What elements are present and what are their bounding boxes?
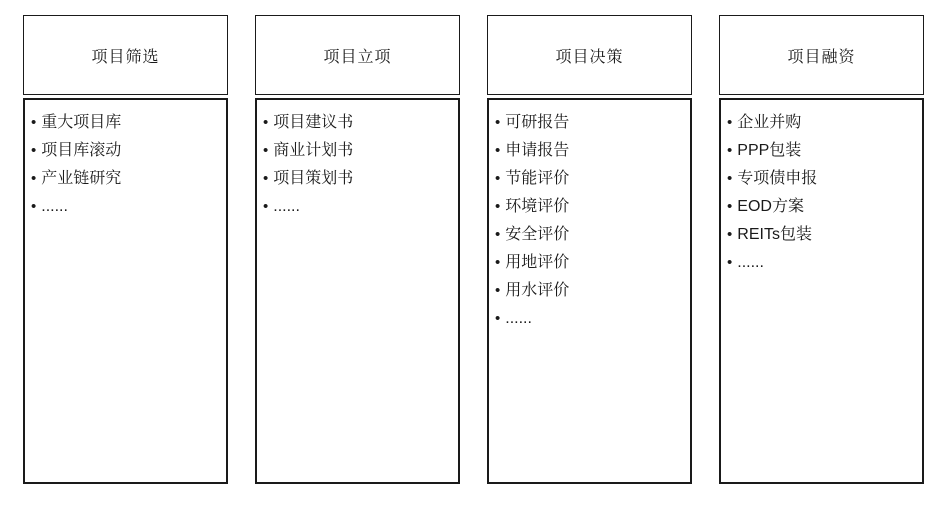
column-item-list <box>255 98 460 484</box>
list-item-label: 商业计划书 <box>273 142 354 159</box>
list-item <box>31 165 220 193</box>
list-item-label: ...... <box>41 198 68 215</box>
list-item <box>727 109 916 137</box>
bullet-icon: • <box>727 226 733 243</box>
bullet-icon: • <box>495 170 501 187</box>
list-item <box>263 165 452 193</box>
bullet-icon: • <box>727 170 733 187</box>
list-item <box>263 109 452 137</box>
list-item-label: 用水评价 <box>505 282 570 299</box>
column-item-list <box>487 98 692 484</box>
column-title: 项目筛选 <box>23 15 228 95</box>
list-item <box>263 193 452 221</box>
bullet-icon: • <box>263 198 269 215</box>
list-item <box>727 249 916 277</box>
list-item <box>495 277 684 305</box>
bullet-icon: • <box>495 198 501 215</box>
bullet-icon: • <box>31 170 37 187</box>
list-item-label: PPP包装 <box>737 142 802 159</box>
list-item-label: EOD方案 <box>737 198 804 215</box>
process-column-4 <box>719 15 924 484</box>
list-item-label: 安全评价 <box>505 226 570 243</box>
list-item-label: 可研报告 <box>505 114 570 131</box>
list-item <box>31 193 220 221</box>
bullet-icon: • <box>263 170 269 187</box>
bullet-icon: • <box>263 142 269 159</box>
list-item-label: 项目策划书 <box>273 170 354 187</box>
bullet-icon: • <box>495 142 501 159</box>
bullet-icon: • <box>495 226 501 243</box>
process-column-2 <box>255 15 460 484</box>
bullet-icon: • <box>495 254 501 271</box>
list-item <box>495 249 684 277</box>
column-title: 项目决策 <box>487 15 692 95</box>
list-item-label: 申请报告 <box>505 142 570 159</box>
list-item-label: 产业链研究 <box>41 170 122 187</box>
column-item-list <box>23 98 228 484</box>
bullet-icon: • <box>31 198 37 215</box>
process-column-3 <box>487 15 692 484</box>
bullet-icon: • <box>495 282 501 299</box>
list-item <box>727 137 916 165</box>
list-item-label: 用地评价 <box>505 254 570 271</box>
bullet-icon: • <box>727 142 733 159</box>
list-item <box>263 137 452 165</box>
bullet-icon: • <box>727 254 733 271</box>
list-item <box>31 137 220 165</box>
list-item <box>495 193 684 221</box>
list-item-label: ...... <box>737 254 764 271</box>
process-column-1 <box>23 15 228 484</box>
list-item <box>495 165 684 193</box>
bullet-icon: • <box>727 114 733 131</box>
bullet-icon: • <box>263 114 269 131</box>
list-item <box>495 221 684 249</box>
list-item-label: 项目建议书 <box>273 114 354 131</box>
list-item-label: 节能评价 <box>505 170 570 187</box>
list-item-label: REITs包装 <box>737 226 812 243</box>
list-item <box>495 109 684 137</box>
bullet-icon: • <box>31 142 37 159</box>
list-item-label: ...... <box>505 310 532 327</box>
bullet-icon: • <box>31 114 37 131</box>
bullet-icon: • <box>727 198 733 215</box>
list-item-label: 项目库滚动 <box>41 142 122 159</box>
list-item <box>495 137 684 165</box>
list-item <box>727 193 916 221</box>
bullet-icon: • <box>495 114 501 131</box>
column-item-list <box>719 98 924 484</box>
list-item-label: 专项债申报 <box>737 170 818 187</box>
list-item-label: 环境评价 <box>505 198 570 215</box>
list-item-label: ...... <box>273 198 300 215</box>
column-title: 项目立项 <box>255 15 460 95</box>
list-item <box>31 109 220 137</box>
list-item <box>727 221 916 249</box>
bullet-icon: • <box>495 310 501 327</box>
column-title: 项目融资 <box>719 15 924 95</box>
list-item-label: 企业并购 <box>737 114 802 131</box>
list-item-label: 重大项目库 <box>41 114 122 131</box>
list-item <box>495 305 684 333</box>
list-item <box>727 165 916 193</box>
